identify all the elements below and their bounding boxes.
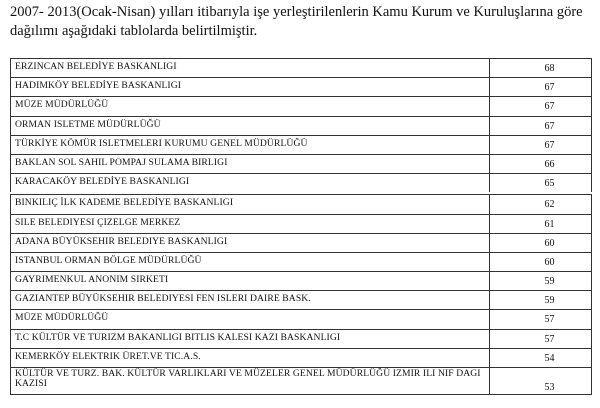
placement-count: 53 bbox=[489, 368, 591, 394]
table-row bbox=[10, 58, 592, 77]
table-row bbox=[10, 173, 592, 192]
placement-count: 66 bbox=[489, 155, 591, 173]
placement-count: 60 bbox=[489, 234, 591, 252]
table-row bbox=[10, 77, 592, 96]
table-row bbox=[10, 309, 592, 328]
placement-count: 67 bbox=[489, 78, 591, 96]
table-row bbox=[10, 290, 592, 309]
institution-name: ORMAN ISLETME MÜDÜRLÜĞÜ bbox=[15, 118, 161, 130]
institution-name: MÜZE MÜDÜRLÜĞÜ bbox=[15, 99, 109, 111]
table-row bbox=[10, 367, 592, 395]
placement-count: 61 bbox=[489, 215, 591, 233]
institution-name: BAKLAN SOL SAHIL POMPAJ SULAMA BIRLIGI bbox=[15, 156, 228, 168]
table-row bbox=[10, 194, 592, 213]
institution-name: KEMERKÖY ELEKTRIK ÜRET.VE TIC.A.S. bbox=[15, 350, 201, 362]
placement-count: 67 bbox=[489, 117, 591, 135]
intro-paragraph: 2007- 2013(Ocak-Nisan) yılları itibarıyla işe yerleştirilenlerin Kamu Kurum ve Kuruluşlarına göre dağılımı aşağıdaki tablolarda belirtilmiştir. bbox=[10, 4, 583, 39]
placement-count: 57 bbox=[489, 330, 591, 348]
institution-name: ADANA BÜYÜKSEHIR BELEDIYE BASKANLIGI bbox=[15, 235, 228, 247]
table-row bbox=[10, 214, 592, 233]
institution-name: ISTANBUL ORMAN BÖLGE MÜDÜRLÜĞÜ bbox=[15, 254, 202, 266]
placement-count: 60 bbox=[489, 253, 591, 271]
placement-count: 57 bbox=[489, 310, 591, 328]
institution-name: TÜRKİYE KÖMÜR ISLETMELERI KURUMU GENEL MÜDÜRLÜĞÜ bbox=[15, 137, 308, 149]
institution-name: MÜZE MÜDÜRLÜĞÜ bbox=[15, 312, 109, 324]
table-row bbox=[10, 252, 592, 271]
placement-count: 65 bbox=[489, 174, 591, 192]
table-row bbox=[10, 329, 592, 348]
placement-count: 54 bbox=[489, 349, 591, 367]
institution-name: KARACAKÖY BELEDİYE BASKANLIGI bbox=[15, 176, 190, 188]
institution-name: GAYRIMENKUL ANONIM SIRKETI bbox=[15, 274, 169, 286]
placement-count: 68 bbox=[489, 59, 591, 77]
table-row bbox=[10, 116, 592, 135]
table-row bbox=[10, 233, 592, 252]
placement-count: 59 bbox=[489, 291, 591, 309]
institution-name: HADIMKÖY BELEDİYE BASKANLIGI bbox=[15, 80, 182, 92]
table-row bbox=[10, 271, 592, 290]
institution-table bbox=[10, 58, 592, 395]
placement-count: 59 bbox=[489, 272, 591, 290]
institution-name: T.C KÜLTÜR VE TURIZM BAKANLIGI BITLIS KALESI KAZI BASKANLIGI bbox=[15, 331, 341, 343]
institution-name: KÜLTÜR VE TURZ. BAK. KÜLTÜR VARLIKLARI VE MÜZELER GENEL MÜDÜRLÜĞÜ IZMIR ILI NIF DAGI KAZISI bbox=[15, 368, 481, 389]
table-row bbox=[10, 348, 592, 367]
institution-name: SILE BELEDIYESI ÇIZELGE MERKEZ bbox=[15, 216, 181, 228]
table-row bbox=[10, 96, 592, 115]
table-row bbox=[10, 154, 592, 173]
institution-name: GAZIANTEP BÜYÜKSEHIR BELEDIYESI FEN ISLERI DAIRE BASK. bbox=[15, 293, 311, 305]
institution-name: BINKILIÇ İLK KADEME BELEDİYE BASKANLIGI bbox=[15, 197, 234, 209]
placement-count: 67 bbox=[489, 97, 591, 115]
table-row bbox=[10, 135, 592, 154]
institution-name: ERZINCAN BELEDİYE BASKANLIGI bbox=[15, 61, 177, 72]
placement-count: 67 bbox=[489, 136, 591, 154]
placement-count: 62 bbox=[489, 195, 591, 213]
